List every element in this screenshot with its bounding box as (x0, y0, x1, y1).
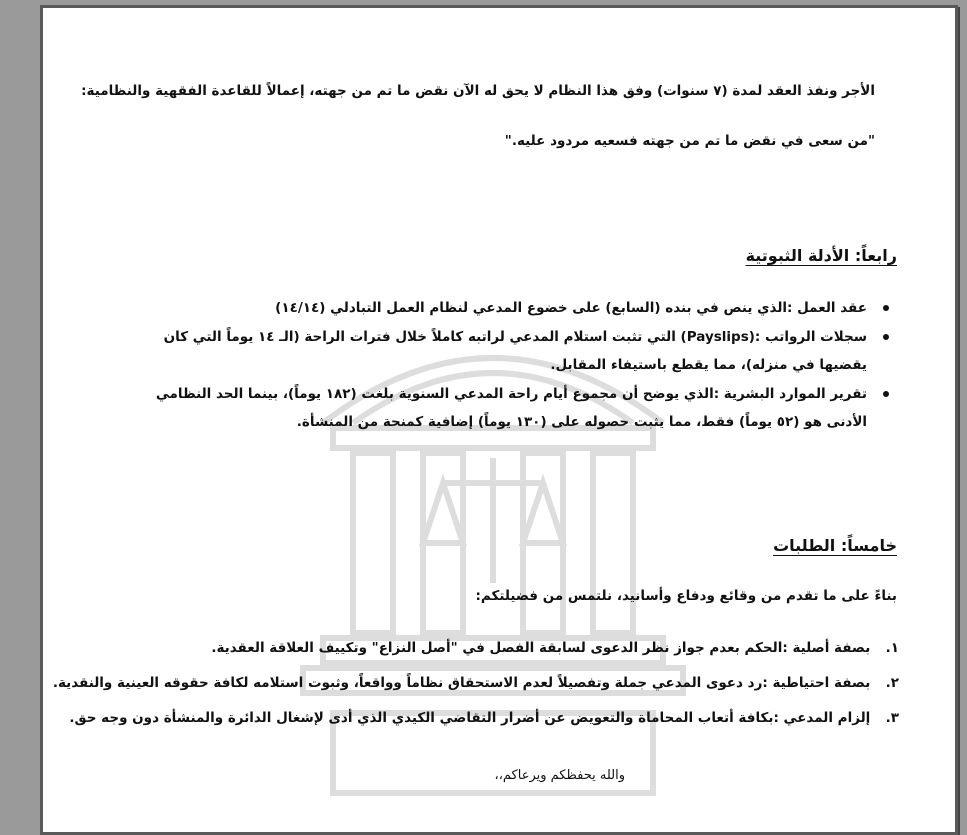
request-text: بصفة أصلية :الحكم بعدم جواز نظر الدعوى لسابقة الفصل في "أصل النزاع" وتكييف العلاقة العقدية. (211, 640, 871, 656)
request-text: بصفة احتياطية :رد دعوى المدعي جملة وتفصيلاً لعدم الاستحقاق نظاماً وواقعاً، وثبوت استلامه لكافة حقوقه العينية والنقدية. (52, 675, 871, 691)
section-heading-requests: خامساً: الطلبات (773, 536, 897, 555)
request-number: ٣. (885, 710, 899, 726)
evidence-list (152, 294, 897, 437)
request-item (211, 640, 899, 656)
document-page (40, 5, 958, 835)
list-item: سجلات الرواتب :(Payslips) التي تثبت استلام المدعي لراتبه كاملاً خلال فترات الراحة (الـ ١٤ يوماً التي كان يقضيها في منزله)، مما يقطع باستيفاء المقابل. (152, 323, 897, 379)
request-item (53, 675, 899, 691)
request-text: إلزام المدعي :بكافة أتعاب المحاماة والتعويض عن أضرار التقاضي الكيدي الذي أدى لإشغال الدائرة والمنشأة دون وجه حق. (69, 710, 871, 726)
paragraph-line-1: الأجر ونفذ العقد لمدة (٧ سنوات) وفق هذا النظام لا يحق له الآن نقض ما تم من جهته، إعمالاً للقاعدة الفقهية والنظامية: (81, 83, 875, 99)
request-number: ٢. (885, 675, 899, 691)
requests-intro: بناءً على ما تقدم من وقائع ودفاع وأسانيد، نلتمس من فضيلتكم: (475, 588, 897, 604)
document-body (43, 8, 955, 832)
request-item (69, 710, 899, 726)
paragraph-quote: "من سعى في نقض ما تم من جهته فسعيه مردود عليه." (504, 133, 875, 149)
list-item: عقد العمل :الذي ينص في بنده (السابع) على خضوع المدعي لنظام العمل التبادلي (١٤/١٤) (152, 294, 897, 322)
section-heading-evidence: رابعاً: الأدلة الثبوتية (745, 246, 897, 265)
list-item: تقرير الموارد البشرية :الذي يوضح أن مجموع أيام راحة المدعي السنوية بلغت (١٨٢ يوماً)، بينما الحد النظامي الأدنى هو (٥٢ يوماً) فقط، مما يثبت حصوله على (١٣٠ يوماً) إضافية كمنحة من المنشأة. (152, 380, 897, 436)
closing-line: والله يحفظكم ويرعاكم،، (494, 768, 625, 783)
request-number: ١. (885, 640, 899, 656)
